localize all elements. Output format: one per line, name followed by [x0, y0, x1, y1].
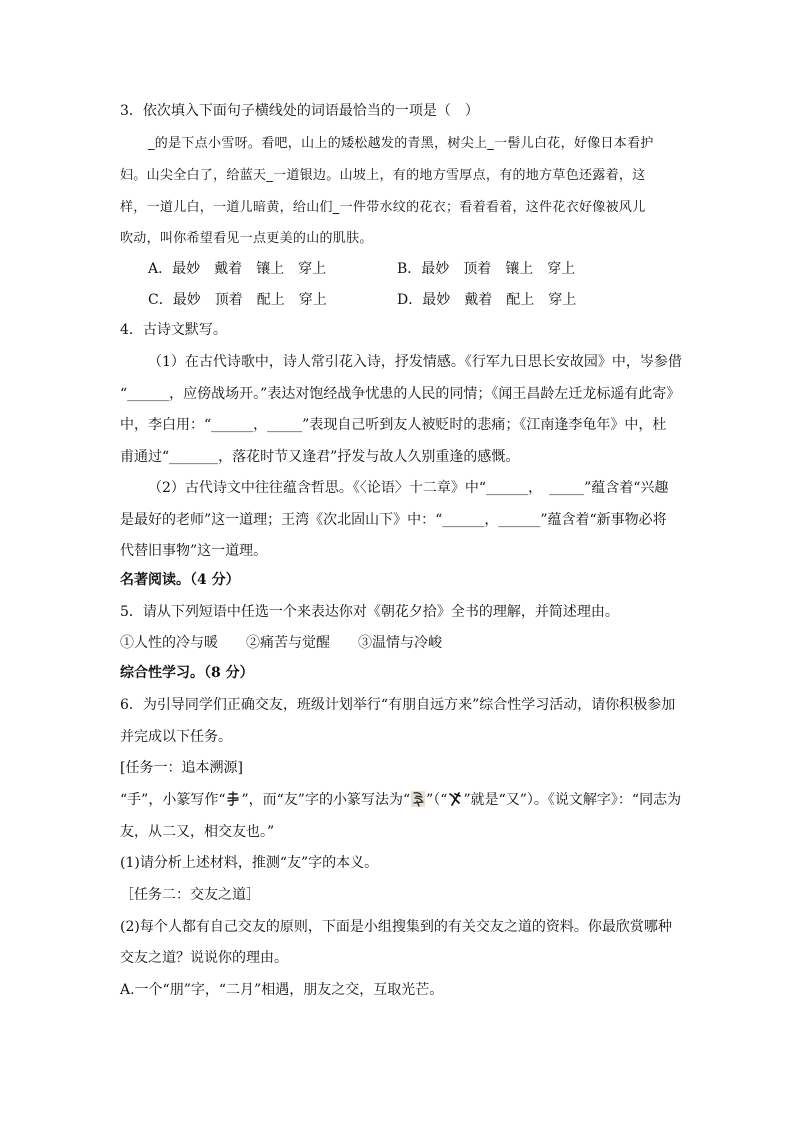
- q6-task1-text-c: ”（“: [426, 792, 448, 808]
- q6-task1-question: (1)请分析上述材料，推测“友”字的本义。: [120, 855, 379, 871]
- q3-passage-line-2: 妇。山尖全白了，给蓝天_一道银边。山坡上，有的地方雪厚点，有的地方草色还露着，这: [120, 168, 646, 183]
- seal-you-icon: [411, 791, 425, 807]
- section-heading-comprehensive: 综合性学习。（8 分）: [120, 665, 254, 681]
- q3-option-c[interactable]: C．最妙 顶着 配上 穿上: [148, 292, 327, 308]
- q3-passage-line-1: _的是下点小雪呀。看吧，山上的矮松越发的青黑，树尖上_一髻儿白花，好像日本看护: [148, 136, 654, 151]
- q5-stem: 5．请从下列短语中任选一个来表达你对《朝花夕拾》全书的理解，并简述理由。: [120, 604, 619, 620]
- q4-stem: 4．古诗文默写。: [120, 322, 227, 338]
- q4-part2-line-2: 是最好的老师”这一道理；王湾《次北固山下》中：“______，______”蕴含着“新事物必将: [120, 512, 667, 528]
- seal-you-part-icon: [448, 791, 462, 807]
- q6-task2-question-line-2: 交友之道？说说你的理由。: [120, 950, 288, 966]
- q4-part1-line-1: （1）在古代诗歌中，诗人常引花入诗，抒发情感。《行军九日思长安故园》中，岑参借: [148, 354, 682, 370]
- seal-shou-icon: [226, 791, 240, 807]
- q4-part2-line-1: （2）古代诗文中往往蕴含哲思。《〈论语〉十二章》中“______， _____”蕴含着“兴趣: [148, 480, 669, 496]
- q4-part1-line-2: “______，应傍战场开。”表达对饱经战争忧患的人民的同情；《闻王昌龄左迁龙标遥有此寄》: [120, 386, 681, 402]
- q3-option-a[interactable]: A．最妙 戴着 镶上 穿上: [148, 261, 327, 277]
- q6-task1-title: [任务一：追本溯源]: [120, 760, 243, 776]
- q6-stem-line-1: 6．为引导同学们正确交友，班级计划举行“有朋自远方来”综合性学习活动，请你积极参加: [120, 697, 676, 713]
- q3-option-b[interactable]: B．最妙 顶着 镶上 穿上: [397, 261, 576, 277]
- q6-task1-text: [120, 790, 680, 810]
- q5-choices: ①人性的冷与暖 ②痛苦与觉醒 ③温情与冷峻: [120, 635, 442, 651]
- q3-option-d[interactable]: D．最妙 戴着 配上 穿上: [397, 292, 577, 308]
- q4-part1-line-3: 中，李白用：“______，_____”表现自己听到友人被贬时的悲痛；《江南逢李龟年》中，杜: [120, 417, 667, 433]
- q6-task1-text-d: ”就是“又”）。《说文解字》：“同志为: [463, 792, 682, 808]
- q6-item-a: A.一个“朋”字，“二月”相遇，朋友之交，互取光芒。: [120, 982, 444, 998]
- q4-part1-line-4: 甫通过“_______，落花时节又逢君”抒发与故人久别重逢的感慨。: [120, 449, 520, 465]
- section-heading-reading: 名著阅读。（4 分）: [120, 572, 240, 588]
- q3-stem: 3．依次填入下面句子横线处的词语最恰当的一项是（ ）: [120, 103, 479, 119]
- q4-part2-line-3: 代替旧事物”这一道理。: [120, 543, 268, 559]
- q6-task2-question-line-1: (2)每个人都有自己交友的原则，下面是小组搜集到的有关交友之道的资料。你最欣赏哪种: [120, 919, 672, 935]
- q6-stem-line-2: 并完成以下任务。: [120, 729, 232, 745]
- q6-task1-text-b: ”，而“友”字的小篆写法为“: [241, 792, 411, 808]
- q3-passage-line-3: 样，一道儿白，一道儿暗黄，给山们_一件带水纹的花衣；看着看着，这件花衣好像被风儿: [120, 200, 646, 215]
- q6-task1-text-line-2: 友，从二又，相交友也。”: [120, 824, 275, 840]
- q6-task2-title: ［任务二：交友之道］: [120, 887, 260, 903]
- q6-task1-text-a: “手”，小篆写作“: [120, 792, 226, 808]
- q3-passage-line-4: 吹动，叫你希望看见一点更美的山的肌肤。: [120, 231, 373, 246]
